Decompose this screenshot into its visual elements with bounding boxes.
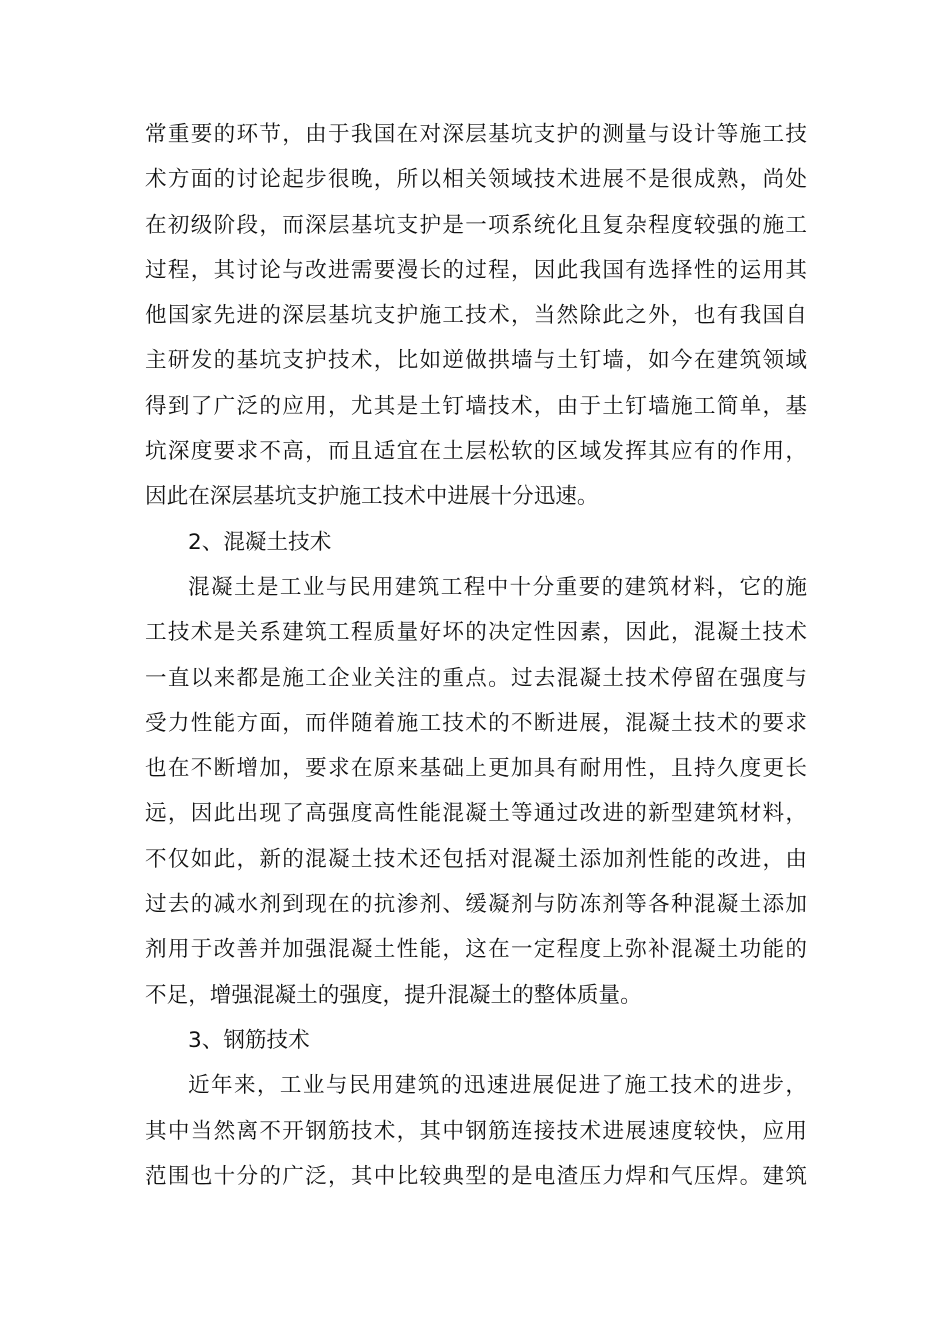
text-line: 得到了广泛的应用，尤其是土钉墙技术，由于土钉墙施工简单，基	[145, 393, 807, 419]
section-heading: 2、混凝土技术	[188, 529, 332, 555]
text-line: 坑深度要求不高，而且适宜在土层松软的区域发挥其应有的作用，	[145, 439, 807, 465]
text-line: 不足，增强混凝土的强度，提升混凝土的整体质量。	[145, 982, 642, 1008]
document-page	[145, 112, 807, 1199]
text-line: 术方面的讨论起步很晚，所以相关领域技术进展不是很成熟，尚处	[145, 167, 807, 193]
section-heading: 3、钢筋技术	[188, 1027, 310, 1053]
text-line: 受力性能方面，而伴随着施工技术的不断进展，混凝土技术的要求	[145, 710, 807, 736]
text-line: 近年来，工业与民用建筑的迅速进展促进了施工技术的进步，	[188, 1073, 807, 1099]
text-line: 范围也十分的广泛，其中比较典型的是电渣压力焊和气压焊。建筑	[145, 1163, 807, 1189]
text-line: 其中当然离不开钢筋技术，其中钢筋连接技术进展速度较快，应用	[145, 1118, 807, 1144]
text-line: 剂用于改善并加强混凝土性能，这在一定程度上弥补混凝土功能的	[145, 937, 807, 963]
text-line: 过去的减水剂到现在的抗渗剂、缓凝剂与防冻剂等各种混凝土添加	[145, 892, 807, 918]
text-line: 常重要的环节，由于我国在对深层基坑支护的测量与设计等施工技	[145, 122, 807, 147]
text-line: 在初级阶段，而深层基坑支护是一项系统化且复杂程度较强的施工	[145, 212, 807, 238]
text-line: 工技术是关系建筑工程质量好坏的决定性因素，因此，混凝土技术	[145, 620, 807, 646]
text-line: 他国家先进的深层基坑支护施工技术，当然除此之外，也有我国自	[145, 303, 807, 329]
text-line: 混凝土是工业与民用建筑工程中十分重要的建筑材料，它的施	[188, 574, 807, 600]
text-line: 也在不断增加，要求在原来基础上更加具有耐用性，且持久度更长	[145, 756, 807, 782]
text-line: 不仅如此，新的混凝土技术还包括对混凝土添加剂性能的改进，由	[145, 846, 807, 872]
text-line: 因此在深层基坑支护施工技术中进展十分迅速。	[145, 484, 599, 510]
text-line: 主研发的基坑支护技术，比如逆做拱墙与土钉墙，如今在建筑领域	[145, 348, 807, 374]
text-line: 过程，其讨论与改进需要漫长的过程，因此我国有选择性的运用其	[145, 257, 807, 283]
text-line: 一直以来都是施工企业关注的重点。过去混凝土技术停留在强度与	[145, 665, 807, 691]
text-line: 远，因此出现了高强度高性能混凝土等通过改进的新型建筑材料，	[145, 801, 807, 827]
